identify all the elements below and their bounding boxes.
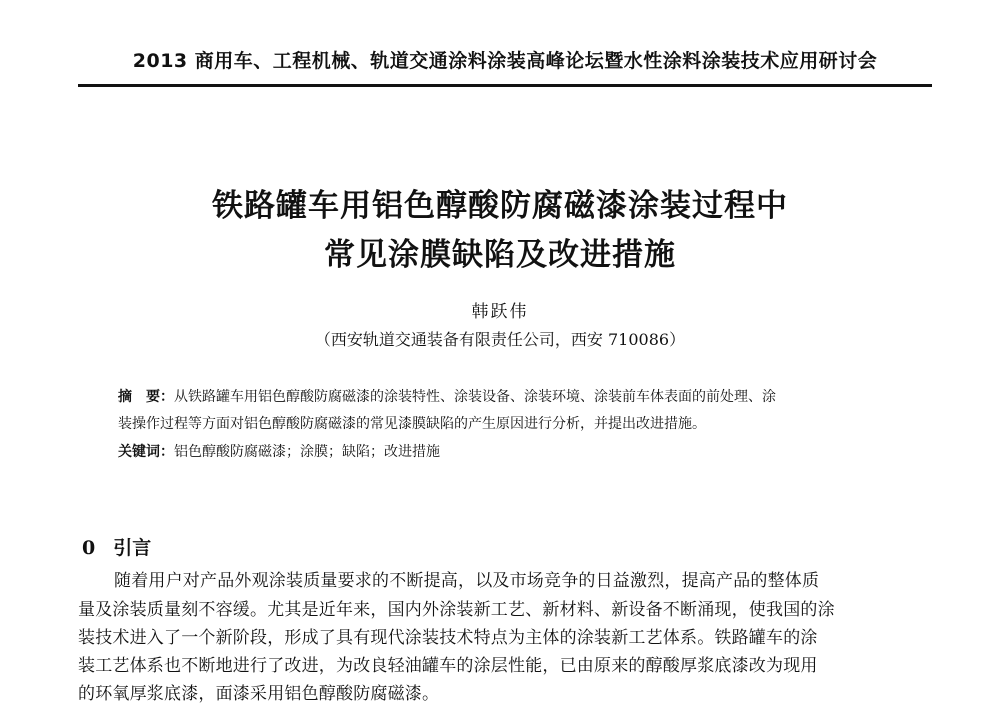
body-text-line: 装工艺体系也不断地进行了改进，为改良轻油罐车的涂层性能，已由原来的醇酸厚浆底漆改为现用 (78, 656, 818, 676)
section-number: 0 (82, 537, 96, 559)
abstract-line-1 (118, 384, 918, 410)
author-name: 韩跃伟 (471, 302, 529, 322)
section-heading (82, 533, 151, 560)
section-title: 引言 (113, 537, 152, 559)
author-affiliation: （西安轨道交通装备有限责任公司，西安 710086） (314, 330, 686, 349)
body-text-line: 量及涂装质量刻不容缓。尤其是近年来，国内外涂装新工艺、新材料、新设备不断涌现，使我国的涂 (78, 600, 835, 620)
running-header: 2013 商用车、工程机械、轨道交通涂料涂装高峰论坛暨水性涂料涂装技术应用研讨会 (132, 50, 878, 72)
abstract-line-2 (118, 411, 918, 437)
body-text-line: 随着用户对产品外观涂装质量要求的不断提高，以及市场竞争的日益激烈，提高产品的整体质 (114, 571, 820, 591)
abstract-text-1: 从铁路罐车用铝色醇酸防腐磁漆的涂装特性、涂装设备、涂装环境、涂装前车体表面的前处理、涂 (174, 389, 776, 405)
header-rule (78, 84, 932, 87)
keywords-label: 关键词： (118, 444, 174, 460)
paper-title-line-1: 铁路罐车用铝色醇酸防腐磁漆涂装过程中 (212, 188, 788, 224)
abstract-text-2: 装操作过程等方面对铝色醇酸防腐磁漆的常见漆膜缺陷的产生原因进行分析，并提出改进措施。 (118, 416, 706, 432)
paper-title-line-2: 常见涂膜缺陷及改进措施 (324, 237, 676, 273)
body-text-line: 的环氧厚浆底漆，面漆采用铝色醇酸防腐磁漆。 (78, 684, 440, 704)
abstract-label: 摘 要： (118, 389, 174, 405)
keywords-line (118, 439, 918, 465)
body-text-line: 装技术进入了一个新阶段，形成了具有现代涂装技术特点为主体的涂装新工艺体系。铁路罐车的涂 (78, 628, 818, 648)
keywords-text: 铝色醇酸防腐磁漆；涂膜；缺陷；改进措施 (174, 444, 440, 460)
